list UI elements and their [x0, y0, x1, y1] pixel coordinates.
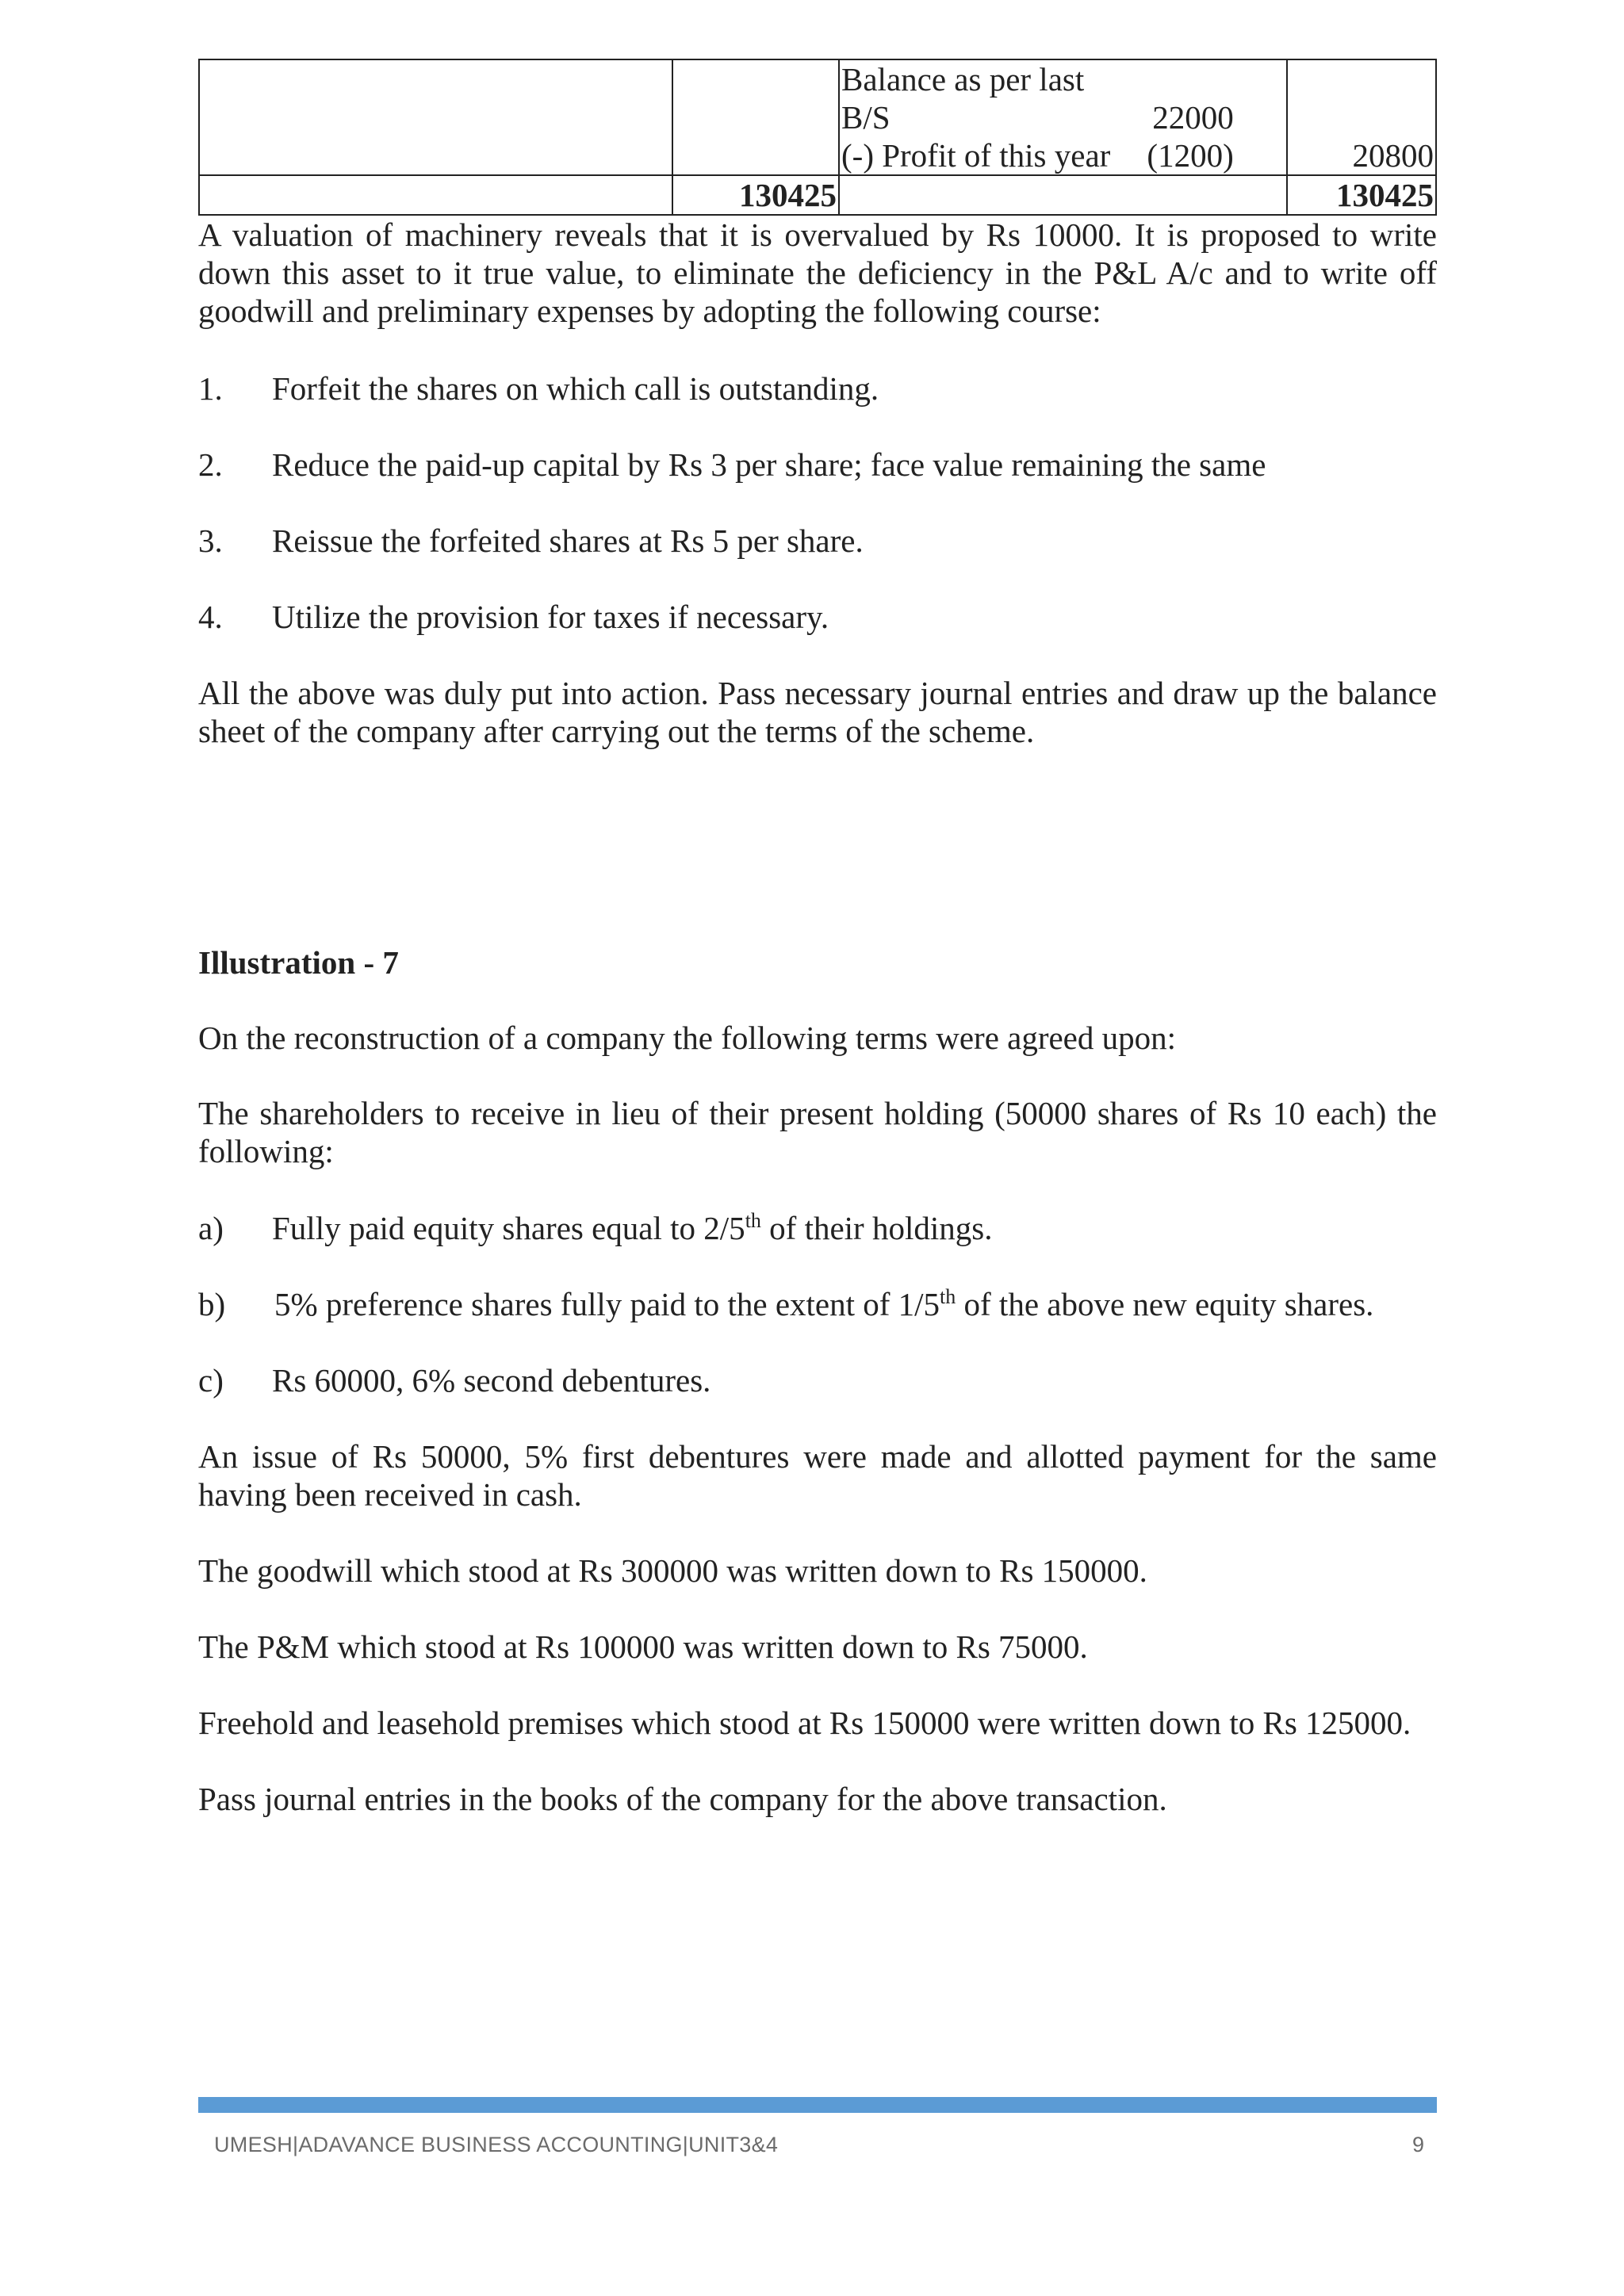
final-paragraph: Pass journal entries in the books of the company for the above transaction. [198, 1781, 1167, 1817]
list-text: 5% preference shares fully paid to the extent of 1/5th of the above new equity shares. [274, 1285, 1374, 1322]
table-cell [839, 175, 1287, 215]
table-cell [672, 59, 839, 175]
pm-paragraph: The P&M which stood at Rs 100000 was written down to Rs 75000. [198, 1628, 1088, 1665]
list-marker: 2. [198, 446, 223, 483]
page-number: 9 [1411, 2133, 1424, 2156]
holding-paragraph: The shareholders to receive in lieu of their present holding (50000 shares of Rs 10 each) the following: [198, 1095, 1437, 1169]
list-marker: 1. [198, 370, 223, 407]
table-total-row [199, 175, 1436, 215]
profit-label: (-) Profit of this year [841, 137, 1111, 174]
list-text: Utilize the provision for taxes if necessary. [272, 599, 829, 635]
list-marker: 4. [198, 599, 223, 635]
goodwill-paragraph: The goodwill which stood at Rs 300000 was written down to Rs 150000. [198, 1552, 1147, 1589]
list-text: Forfeit the shares on which call is outstanding. [272, 370, 879, 407]
footer-title: UMESH|ADAVANCE BUSINESS ACCOUNTING|UNIT3&4 [214, 2133, 779, 2156]
balance-total: 20800 [1287, 59, 1436, 175]
list-text: Rs 60000, 6% second debentures. [272, 1362, 711, 1399]
table-cell [199, 59, 672, 175]
list-text: Reduce the paid-up capital by Rs 3 per share; face value remaining the same [272, 446, 1266, 483]
list-marker: c) [198, 1362, 224, 1399]
bs-label: B/S [841, 99, 891, 136]
balance-sheet-fragment [198, 59, 1437, 216]
table-row [199, 59, 1436, 175]
list-marker: a) [198, 1210, 224, 1246]
footer-divider [198, 2097, 1437, 2113]
list-marker: 3. [198, 522, 223, 559]
list-text: Fully paid equity shares equal to 2/5th of their holdings. [272, 1209, 993, 1246]
table-cell [839, 59, 1287, 175]
bs-line [841, 98, 1285, 136]
profit-line [841, 136, 1285, 174]
premises-paragraph: Freehold and leasehold premises which stood at Rs 150000 were written down to Rs 125000. [198, 1705, 1411, 1741]
table-cell [199, 175, 672, 215]
liabilities-total: 130425 [672, 175, 839, 215]
balance-sheet-table [198, 59, 1437, 216]
assets-total: 130425 [1287, 175, 1436, 215]
profit-amount: (1200) [1147, 137, 1234, 174]
closing-paragraph: All the above was duly put into action. Pass necessary journal entries and draw up the balance sheet of the company after carrying out the terms of the scheme. [198, 675, 1437, 749]
illustration-heading: Illustration - 7 [198, 944, 399, 981]
debentures-paragraph: An issue of Rs 50000, 5% first debentures were made and allotted payment for the same having been received in cash. [198, 1438, 1437, 1513]
balance-label: Balance as per last [841, 61, 1085, 98]
bs-amount: 22000 [1152, 99, 1234, 136]
list-text: Reissue the forfeited shares at Rs 5 per share. [272, 522, 864, 559]
intro-paragraph: A valuation of machinery reveals that it is overvalued by Rs 10000. It is proposed to write down this asset to it true value, to eliminate the deficiency in the P&L A/c and to write off goodwill and preliminary expenses by adopting the following course: [198, 216, 1437, 329]
illustration-intro: On the reconstruction of a company the following terms were agreed upon: [198, 1020, 1177, 1056]
list-marker: b) [198, 1286, 226, 1322]
